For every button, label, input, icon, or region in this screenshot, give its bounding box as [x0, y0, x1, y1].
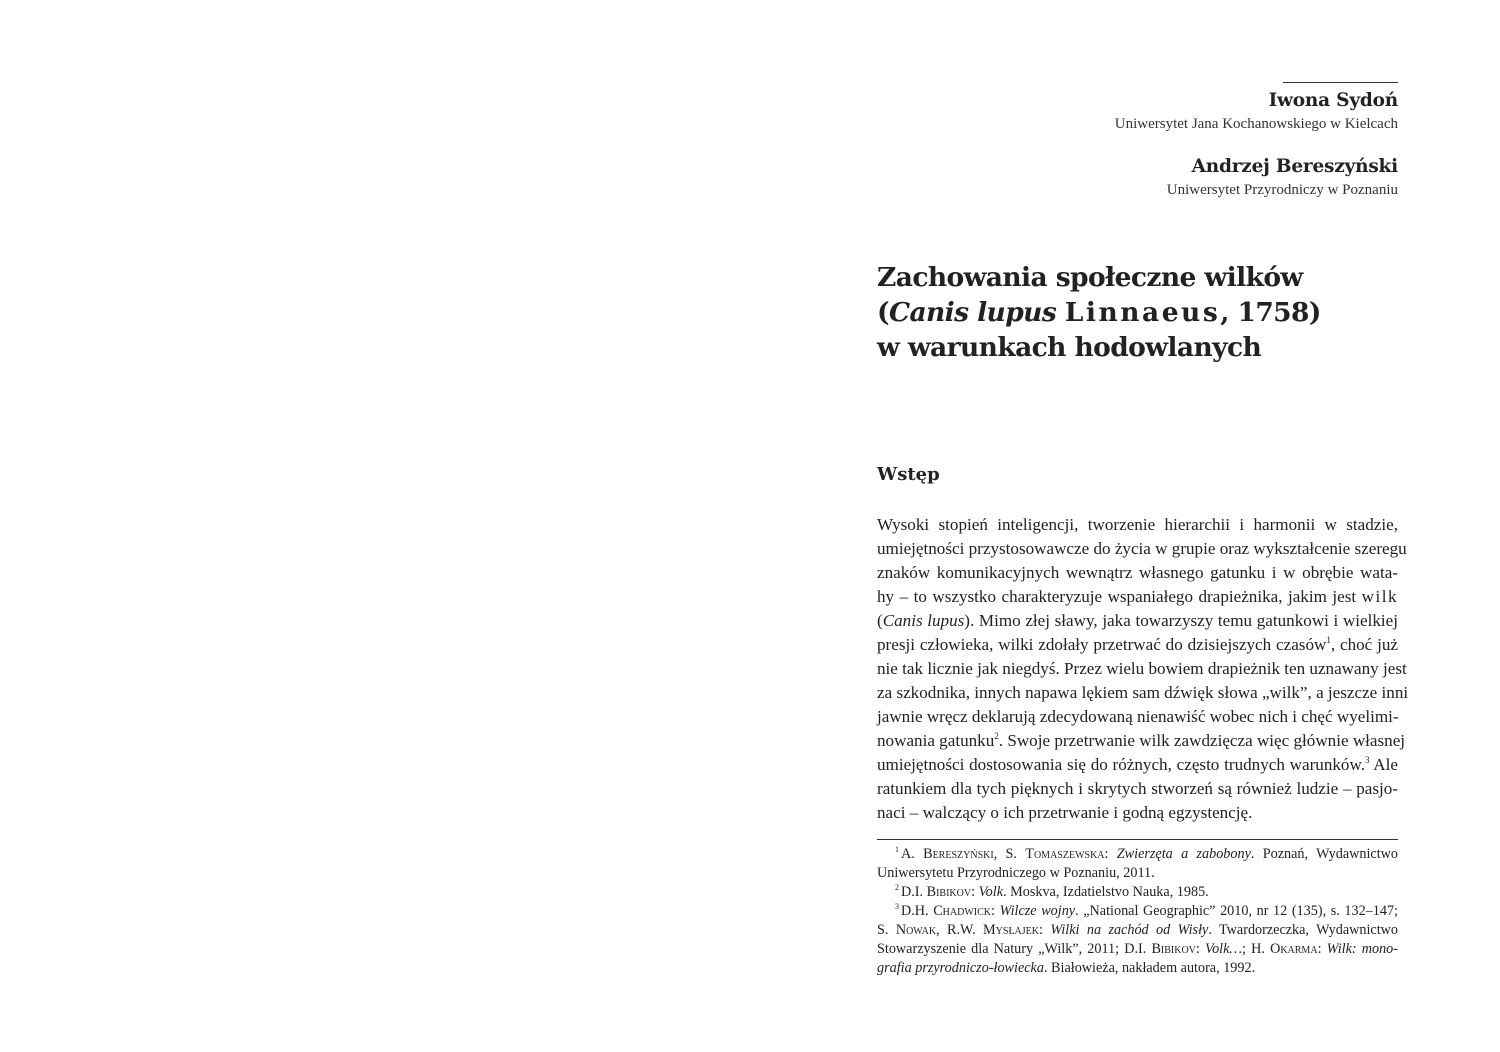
- title-line-2: [877, 295, 1357, 330]
- body-line: [877, 609, 1398, 633]
- fn-text: :: [1195, 941, 1205, 957]
- fn-text: , R.W.: [936, 922, 984, 938]
- footnote-3-cont: [877, 940, 1398, 959]
- body-text-span: hy – to wszystko charakteryzuje wspaniałego drapieżnika, jakim jest: [877, 587, 1362, 606]
- fn-text: D.H.: [901, 903, 934, 919]
- body-line: jawnie wręcz deklarują zdecydowaną nienawiść wobec nich i chęć wyelimi-: [877, 707, 1399, 726]
- fn-title: Volk: [978, 884, 1004, 900]
- footnote-3-cont: [877, 959, 1398, 978]
- fn-author: Bereszyński: [923, 846, 994, 862]
- author-separator-rule: [1283, 82, 1398, 83]
- body-line: Wysoki stopień inteligencji, tworzenie hierarchii i harmonii w stadzie,: [877, 515, 1398, 534]
- body-line: nie tak licznie jak niegdyś. Przez wielu bowiem drapieżnik ten uznawany jest: [877, 659, 1407, 678]
- footnote-3-cont: [877, 921, 1398, 940]
- author-name: Iwona Sydoń: [1268, 90, 1398, 111]
- section-heading: Wstęp: [877, 464, 940, 485]
- body-text-span: presji człowieka, wilki zdołały przetrwać do dzisiejszych czasów: [877, 635, 1327, 654]
- fn-author: Mysłajek: [983, 922, 1039, 938]
- body-line: [877, 633, 1398, 657]
- article-title: [877, 260, 1357, 365]
- fn-text: . „National Geographic” 2010, nr 12 (135), s. 132–147;: [1075, 903, 1398, 919]
- footnote-number: 3: [895, 902, 899, 911]
- fn-text: Stowarzyszenie dla Natury „Wilk”, 2011; D.I.: [877, 941, 1152, 957]
- fn-text: . Poznań, Wydawnictwo: [1250, 846, 1398, 862]
- footnote-1: [877, 845, 1398, 864]
- fn-title: Zwierzęta a zabobony: [1116, 846, 1251, 862]
- title-year: , 1758): [1220, 297, 1321, 328]
- fn-text: , S.: [993, 846, 1026, 862]
- fn-text: :: [991, 903, 1000, 919]
- body-text-span: nowania gatunku: [877, 731, 995, 750]
- fn-author: Chadwick: [933, 903, 991, 919]
- footnote-ref[interactable]: 3: [1364, 755, 1370, 765]
- fn-title: Wilki na zachód od Wisły: [1050, 922, 1209, 938]
- footnote-ref[interactable]: 1: [1326, 635, 1331, 645]
- author-name: Andrzej Bereszyński: [1191, 156, 1398, 177]
- fn-text: :: [1104, 846, 1117, 862]
- footnote-1-cont: Uniwersytetu Przyrodniczego w Poznaniu, 2011.: [877, 865, 1155, 881]
- body-line: ratunkiem dla tych pięknych i skrytych stworzeń są również ludzie – pasjo-: [877, 779, 1398, 798]
- fn-text: :: [971, 884, 979, 900]
- author-affiliation: Uniwersytet Przyrodniczy w Poznaniu: [1166, 182, 1398, 198]
- fn-title: Wilk: mono-: [1326, 941, 1398, 957]
- fn-text: A.: [901, 846, 924, 862]
- body-paragraph: [877, 513, 1409, 825]
- footnote-separator-rule: [877, 839, 1398, 840]
- body-line: [877, 585, 1398, 609]
- fn-text: D.I.: [901, 884, 927, 900]
- footnotes: [877, 845, 1398, 978]
- body-text-span: , choć już: [1330, 635, 1398, 654]
- footnote-number: 2: [895, 883, 899, 892]
- body-text-span: umiejętności dostosowania się do różnych, często trudnych warunków.: [877, 755, 1365, 774]
- footnote-3: [877, 902, 1398, 921]
- body-latin-name: Canis lupus: [882, 611, 965, 630]
- fn-title: Wilcze wojny: [999, 903, 1076, 919]
- footnote-ref[interactable]: 2: [994, 731, 999, 741]
- fn-author: Okarma: [1270, 941, 1318, 957]
- body-line: [877, 753, 1398, 777]
- fn-text: . Moskva, Izdatielstvo Nauka, 1985.: [1003, 884, 1209, 900]
- body-text-span: (: [877, 611, 883, 630]
- title-authority: Linnaeus: [1064, 297, 1221, 328]
- fn-text: ; H.: [1242, 941, 1271, 957]
- body-line: znaków komunikacyjnych wewnątrz własnego gatunku i w obrębie wata-: [877, 563, 1398, 582]
- body-line: umiejętności przystosowawcze do życia w grupie oraz wykształcenie szeregu: [877, 539, 1407, 558]
- author-block-2: [1167, 156, 1398, 199]
- author-affiliation: Uniwersytet Jana Kochanowskiego w Kielcach: [1114, 116, 1398, 132]
- title-paren: (: [877, 297, 889, 328]
- body-spaced-word: wilk: [1361, 587, 1398, 606]
- fn-title: Volk…: [1205, 941, 1243, 957]
- body-line: [877, 729, 1406, 753]
- fn-text: . Twardorzeczka, Wydawnictwo: [1208, 922, 1398, 938]
- fn-author: Nowak: [895, 922, 937, 938]
- title-latin-name: Canis lupus: [888, 297, 1057, 328]
- fn-author: Tomaszewska: [1025, 846, 1105, 862]
- fn-text: :: [1317, 941, 1327, 957]
- fn-text: :: [1039, 922, 1051, 938]
- title-line-1: Zachowania społeczne wilków: [877, 262, 1303, 293]
- body-text-span: Ale: [1369, 755, 1398, 774]
- footnote-2: [877, 883, 1398, 902]
- fn-text: S.: [877, 922, 896, 938]
- footnote-number: 1: [895, 845, 899, 854]
- fn-title: grafia przyrodniczo-łowiecka: [877, 960, 1044, 976]
- fn-author: Bibikov: [926, 884, 972, 900]
- title-line-3: w warunkach hodowlanych: [877, 332, 1262, 363]
- body-text-span: ). Mimo złej sławy, jaka towarzyszy temu gatunkowi i wielkiej: [964, 611, 1398, 630]
- fn-author: Bibikov: [1151, 941, 1196, 957]
- body-text-span: . Swoje przetrwanie wilk zawdzięcza więc głównie własnej: [998, 731, 1406, 750]
- author-block-1: [1115, 90, 1398, 133]
- body-line: za szkodnika, innych napawa lękiem sam dźwięk słowa „wilk”, a jeszcze inni: [877, 683, 1409, 702]
- fn-text: . Białowieża, nakładem autora, 1992.: [1043, 960, 1256, 976]
- body-line: naci – walczący o ich przetrwanie i godną egzystencję.: [877, 803, 1253, 822]
